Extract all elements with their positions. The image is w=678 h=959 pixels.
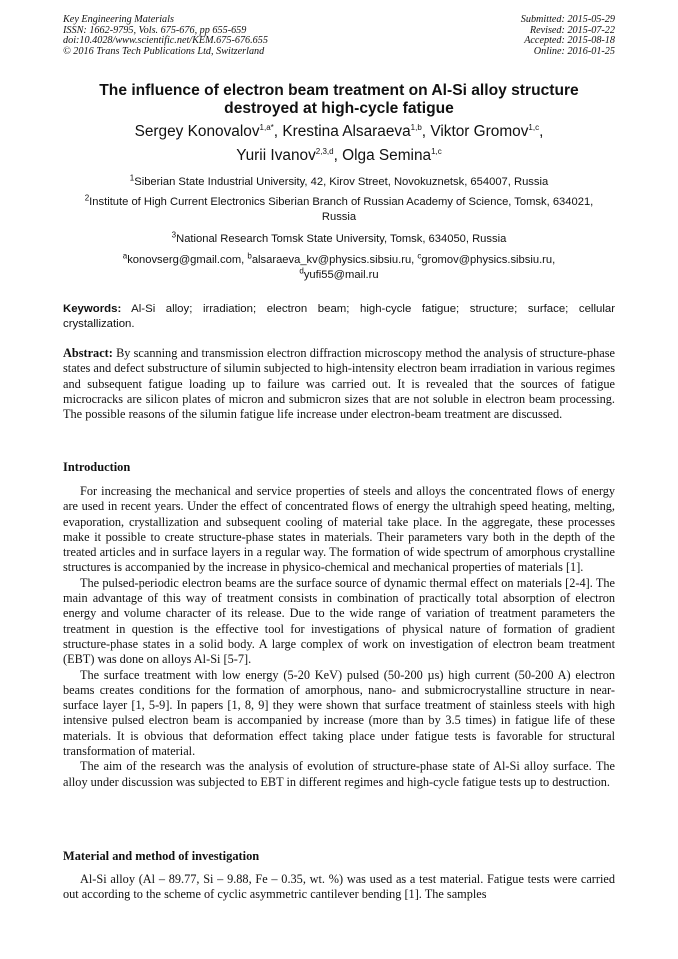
date-submitted: Submitted: 2015-05-29 <box>520 14 615 25</box>
author-emails <box>63 253 615 283</box>
author-name: Krestina Alsaraeva <box>282 123 411 140</box>
paragraph: The aim of the research was the analysis of evolution of structure-phase state of Al-Si alloy surface. The alloy under discussion was subjected to EBT in different regimes and high-cycle fatigue tests up to destruction. <box>63 759 615 789</box>
journal-issn: ISSN: 1662-9795, Vols. 675-676, pp 655-659 <box>63 24 247 36</box>
author-name: Yurii Ivanov <box>236 147 316 164</box>
abstract-text: By scanning and transmission electron diffraction microscopy method the analysis of structure-phase states and defect substructure of silumin subjected to high-intensity electron beam irradiation in various regimes and subsequent fatigue loading up to failure was carried out. It is revealed that the sources of fatigue microcracks are silicon plates of micron and submicron sizes that are not soluble in electron beam processing. The possible reasons of the silumin fatigue life increase under electron-beam treatment are discussed. <box>63 346 615 422</box>
paragraph: Al-Si alloy (Al – 89.77, Si – 9.88, Fe – 0.35, wt. %) was used as a test material. Fatigue tests were carried out according to the scheme of cyclic asymmetric cantilever bending [1]. The samples <box>63 872 615 902</box>
keywords <box>63 302 615 332</box>
introduction-body <box>63 484 615 790</box>
author-name: Olga Semina <box>342 147 432 164</box>
affiliation-1 <box>63 175 615 190</box>
journal-info <box>63 15 268 57</box>
keywords-label: Keywords: <box>63 303 122 315</box>
affiliation-3 <box>63 232 615 247</box>
section-heading-method: Material and method of investigation <box>63 849 260 863</box>
date-online: Online: 2016-01-25 <box>533 45 615 57</box>
author-line-2 <box>63 144 615 168</box>
email-mark: c <box>417 251 422 261</box>
method-body <box>63 872 615 903</box>
date-revised: Revised: 2015-07-22 <box>529 24 615 36</box>
author-affil-mark: 1,c <box>528 122 540 132</box>
email-mark: d <box>299 266 304 276</box>
affiliation-text: National Research Tomsk State University, Tomsk, 634050, Russia <box>176 233 507 245</box>
abstract-label: Abstract: <box>63 346 113 360</box>
paper-title: The influence of electron beam treatment on Al-Si alloy structure destroyed at high-cycle fatigue <box>99 82 579 117</box>
author-sep: , <box>539 123 544 140</box>
journal-doi: doi:10.4028/www.scientific.net/KEM.675-676.655 <box>63 35 268 47</box>
affiliation-mark: 2 <box>84 193 90 203</box>
keywords-text: Al-Si alloy; irradiation; electron beam; high-cycle fatigue; structure; surface; cellular crystallization. <box>63 303 615 330</box>
author-affil-mark: 2,3,d <box>315 146 334 156</box>
paragraph: The pulsed-periodic electron beams are the surface source of dynamic thermal effect on materials [2-4]. The main advantage of this way of treatment consists in combination of practically total absorption of electron energy and volume character of its release. Due to the wide range of variation of treatment parameters the treatment in question is the effective tool for investigations of physical nature of formation of gradient structure-phase states in a solid body. A large complex of work on investigation of electron beam treatment (EBT) was done on alloys Al-Si [5-7]. <box>63 575 615 667</box>
author-line-1 <box>63 120 615 144</box>
email-a: konovserg@gmail.com, <box>127 254 248 266</box>
abstract <box>63 346 615 422</box>
author-name: Sergey Konovalov <box>134 123 260 140</box>
author-sep: , <box>333 147 343 164</box>
author-sep: , <box>421 123 431 140</box>
author-sep: , <box>273 123 283 140</box>
email-b: alsaraeva_kv@physics.sibsiu.ru, <box>251 254 418 266</box>
journal-name: Key Engineering Materials <box>63 14 174 25</box>
author-affil-mark: 1,b <box>410 122 422 132</box>
author-affil-mark: 1,c <box>431 146 442 156</box>
publication-dates <box>521 15 615 57</box>
email-mark: b <box>247 251 252 261</box>
author-name: Viktor Gromov <box>430 123 529 140</box>
date-accepted: Accepted: 2015-08-18 <box>524 35 615 47</box>
journal-copyright: © 2016 Trans Tech Publications Ltd, Switzerland <box>63 45 265 57</box>
author-list <box>63 120 615 168</box>
section-heading-introduction: Introduction <box>63 460 131 474</box>
email-d: yufi55@mail.ru <box>303 269 379 281</box>
email-c: gromov@physics.sibsiu.ru, <box>421 254 556 266</box>
author-affil-mark: 1,a* <box>259 122 274 132</box>
affiliation-text: Siberian State Industrial University, 42, Kirov Street, Novokuznetsk, 654007, Russia <box>134 176 549 188</box>
paragraph: The surface treatment with low energy (5-20 KeV) pulsed (50-200 µs) high current (50-200 A) electron beams creates conditions for the formation of amorphous, nano- and submicrocrystalline structure in near- surface layer [1, 5-9]. In papers [1, 8, 9] they were shown that surface treatment of stainless steels with high intensive pulsed electron beam is accompanied by increase (more than by 3.5 times) in fatigue life of these materials. It is obvious that deformation effect taking place under fatigue tests is favorable for structural transformation of material. <box>63 667 615 759</box>
paragraph: For increasing the mechanical and service properties of steels and alloys the concentrated flows of energy are used in recent years. Under the effect of concentrated flows of energy the ultrahigh speed heating, melting, evaporation, crystallization and subsequent cooling of material take place. In the aggregate, these processes make it possible to create structure-phase states in materials. Their parameters vary both in the depth of the treated articles and in surface layers in a regular way. The formation of wide spectrum of amorphous crystalline structures is accompanied by the increase in physico-chemical and mechanical properties of materials [1]. <box>63 484 615 575</box>
email-mark: a <box>122 251 128 261</box>
affiliation-2 <box>63 195 615 225</box>
affiliation-text: Institute of High Current Electronics Siberian Branch of Russian Academy of Science, Tomsk, 634021, Russia <box>89 196 594 223</box>
affiliation-mark: 1 <box>129 173 135 183</box>
affiliation-mark: 3 <box>171 230 177 240</box>
